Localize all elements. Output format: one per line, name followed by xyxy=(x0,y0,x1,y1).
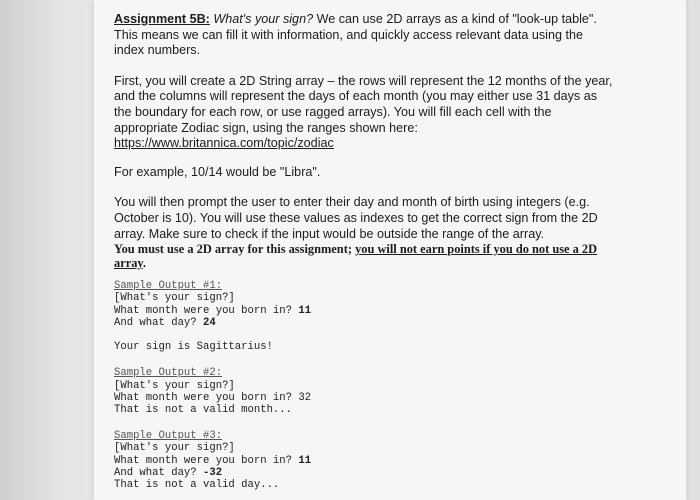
sample-input: 11 xyxy=(298,454,312,467)
sample-header: Sample Output #1: xyxy=(114,280,223,293)
sample-line: [What's your sign?] xyxy=(114,292,235,305)
sample-result: That is not a valid day... xyxy=(114,478,280,491)
sample-output-2 xyxy=(114,367,614,416)
sample-line: And what day? xyxy=(114,466,204,479)
assignment-document xyxy=(114,12,614,491)
sample-line: What month were you born in? xyxy=(114,304,299,317)
intro-text: We can use 2D arrays as a kind of "look-up table". This means we can fill it with information, and quickly access relevant data using the index numbers. xyxy=(114,12,597,58)
intro-paragraph xyxy=(114,12,614,59)
requirement-note xyxy=(114,242,614,270)
sample-output-1 xyxy=(114,280,614,353)
instructions-text: First, you will create a 2D String array – the rows will represent the 12 months of the year, and the columns will represent the days of each month (you may either use 31 days as the boundary for each row, or use ragged arrays). You will fill each cell with the appropriate Zodiac sign, using the ranges shown here: xyxy=(114,73,613,135)
requirement-period: . xyxy=(142,256,147,271)
sample-header: Sample Output #3: xyxy=(114,430,223,443)
sample-output-3 xyxy=(114,430,614,491)
sample-line: What month were you born in? xyxy=(114,454,299,467)
sample-input: -32 xyxy=(203,466,223,479)
sample-input: 24 xyxy=(203,316,216,329)
instructions-paragraph xyxy=(114,74,614,152)
requirement-warning: you will not earn points if you do not use a 2D array xyxy=(114,242,598,271)
example-paragraph: For example, 10/14 would be "Libra". xyxy=(114,164,321,179)
requirement-text: You must use a 2D array for this assignment; xyxy=(114,242,356,257)
sample-line: [What's your sign?] xyxy=(114,379,235,392)
sample-result: Your sign is Sagittarius! xyxy=(114,341,273,354)
sample-header: Sample Output #2: xyxy=(114,367,223,380)
assignment-title: Assignment 5B: xyxy=(114,12,210,26)
sample-line: And what day? xyxy=(114,316,204,329)
sample-input: 11 xyxy=(298,304,312,317)
prompt-paragraph: You will then prompt the user to enter their day and month of birth using integers (e.g. October is 10). You will use these values as indexes to get the correct sign from the 2D array. Make sure to check if the input would be outside the range of the array. xyxy=(114,195,598,241)
assignment-question: What's your sign? xyxy=(213,12,314,26)
sample-line: What month were you born in? xyxy=(114,391,299,404)
sample-input: 32 xyxy=(298,391,312,404)
zodiac-link[interactable]: https://www.britannica.com/topic/zodiac xyxy=(114,136,334,151)
sample-line: [What's your sign?] xyxy=(114,442,235,455)
sample-result: That is not a valid month... xyxy=(114,403,293,416)
